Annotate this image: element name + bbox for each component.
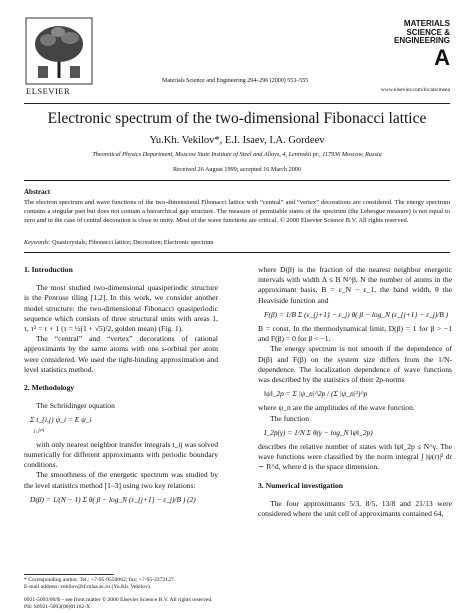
- paragraph: B = const. In the thermodynamical limit, D(β) = 1 for β > −1 and F(β) = 0 for β < −1.: [258, 324, 452, 344]
- affiliation: Theoretical Physics Department, Moscow State Institute of Steel and Alloys, 4, Leninskii pr., 117936 Moscow, Russia: [92, 151, 382, 158]
- paragraph: The “central” and “vertex” decorations of rational approximants by the same atoms with one s-orbital per atom were considered. We used the tight-binding approximation and level statistics method.: [24, 334, 218, 374]
- abstract-top-rule: [24, 180, 450, 181]
- equation: I_2p(γ) = 1/N Σ θ(γ − log_N ‖ψ‖_2p): [264, 427, 373, 437]
- section-heading: 1. Introduction: [24, 265, 73, 274]
- paper-authors: Yu.Kh. Vekilov*, E.I. Isaev, I.A. Gordeev: [149, 135, 325, 146]
- journal-header: [24, 16, 450, 100]
- paragraph: The function: [270, 413, 310, 423]
- paragraph: The smoothness of the energetic spectrum was studied by the level statistics method [1–3] using two key relations:: [24, 470, 218, 490]
- paragraph: with only nearest neighbor transfer integrals t_ij was solved numerically for different approximants with periodic boundary conditions.: [24, 439, 218, 470]
- copyright-line: 0921-5093/00/$ – see front matter © 2000 Elsevier Science B.V. All rights reserved.: [24, 597, 213, 603]
- paragraph: The energy spectrum is not smooth if the dependence of D(β) and F(β) on the system size differs from the 1/N-dependence. The localization dependence of wave functions was described by the statistics of their 2p-norms: [258, 344, 452, 385]
- paragraph: The most studied two-dimensional quasiperiodic structure is the Penrose tiling [1,2]. In this work, we consider another model structure: the two-dimensional Fibonacci quasiperiodic sequence which consists of three structural units with areas 1, τ, τ² = τ + 1 (τ = ½(1 + √5)/2, golden mean) (Fig. 1).: [24, 283, 218, 334]
- received-dates: Received 26 August 1999; accepted 16 March 2000: [172, 166, 301, 173]
- paper-title: Electronic spectrum of the two-dimensional Fibonacci lattice: [47, 110, 427, 127]
- abstract-text: The electron spectrum and wave functions of the two-dimensional Fibonacci lattice with “central” and “vertex” decorations are considered. The energy spectrum contains a singular part but does not contain a hierarchical gap structure. The measure of permitable states of the spectrum (the Lebesgue measure) is not equal to zero and in the case of central decoration is close to unity. Most of the wave functions are critical. © 2000 Elsevier Science B.V. All rights reserved.: [24, 199, 450, 224]
- keywords-list: Quasicrystals; Fibonacci lattice; Decoration; Electronic spectrum: [52, 239, 214, 246]
- section-heading: 2. Methodology: [24, 383, 75, 393]
- abstract-heading: Abstract: [24, 188, 51, 196]
- header-rule: [24, 103, 450, 104]
- corresponding-author: * Corresponding author. Tel.: +7-95-9550062; fax: +7-95-2372127.: [24, 577, 176, 583]
- paragraph: The four approximants 5/3, 8/5, 13/8 and 21/13 were considered where the unit cell of approximants contained 64,: [258, 498, 452, 519]
- footnote-rule: [24, 574, 114, 575]
- equation-body: Σ t_{i,j} ψ_i = E ψ_i: [30, 415, 92, 425]
- pii-line: PII: S0921-5093(00)01162-X: [24, 604, 91, 610]
- left-column: [24, 265, 218, 509]
- journal-logo-letter: A: [434, 44, 450, 70]
- paragraph: where D(β) is the fraction of the nearest neighbor energetic intervals with width Δ ≤ B N^β, N the number of atoms in the approximant basis, B = ε_N − ε_1, the band width, θ the Heaviside function and: [258, 265, 452, 305]
- author-email[interactable]: E-mail address: vekilov@tf.misa.ac.ru (Yu.Kh. Vekilov).: [24, 584, 152, 590]
- elsevier-tree-logo: [24, 16, 94, 86]
- right-column: [258, 265, 452, 519]
- journal-citation: Materials Science and Engineering 294–296 (2000) 553–555: [162, 78, 309, 84]
- journal-logo: [388, 20, 450, 69]
- journal-url[interactable]: www.elsevier.com/locate/msea: [380, 87, 450, 93]
- publisher-name: ELSEVIER: [26, 86, 71, 96]
- equation: D(β) = 1/(N − 1) Σ θ( β − log_N (ε_{j+1} − ε_j)/B ) (2): [30, 494, 196, 504]
- equation: ‖ψ‖_2p = Σ |ψ_n|^2p / (Σ |ψ_n|²)^p: [264, 389, 368, 399]
- section-heading: 3. Numerical investigation: [258, 480, 343, 490]
- equation: F(β) = 1/B Σ (ε_{j+1} − ε_j) θ( β − log_N (ε_{j+1} − ε_j)/B ): [264, 309, 449, 319]
- paragraph: describes the relative number of states with ‖ψ‖_2p ≤ N^γ. The wave functions were classified by the norm integral ∫ |ψ(r)|² dr ∼ R^d, where d is the space dimension.: [258, 442, 452, 472]
- equation-subscript: j, j≠i: [34, 427, 45, 434]
- paragraph: The Schrödinger equation: [36, 401, 115, 411]
- keywords-line: [24, 239, 450, 246]
- keywords-label: Keywords:: [24, 239, 51, 246]
- journal-logo-line: SCIENCE &: [406, 27, 450, 37]
- journal-logo-line: MATERIALS: [403, 19, 450, 28]
- page-footer: [24, 597, 213, 611]
- footnote: [24, 577, 224, 591]
- equation: [24, 415, 218, 435]
- journal-logo-line: ENGINEERING: [393, 36, 450, 45]
- paragraph: where ψ_n are the amplitudes of the wave function.: [258, 403, 415, 413]
- abstract-bottom-rule: [24, 252, 450, 253]
